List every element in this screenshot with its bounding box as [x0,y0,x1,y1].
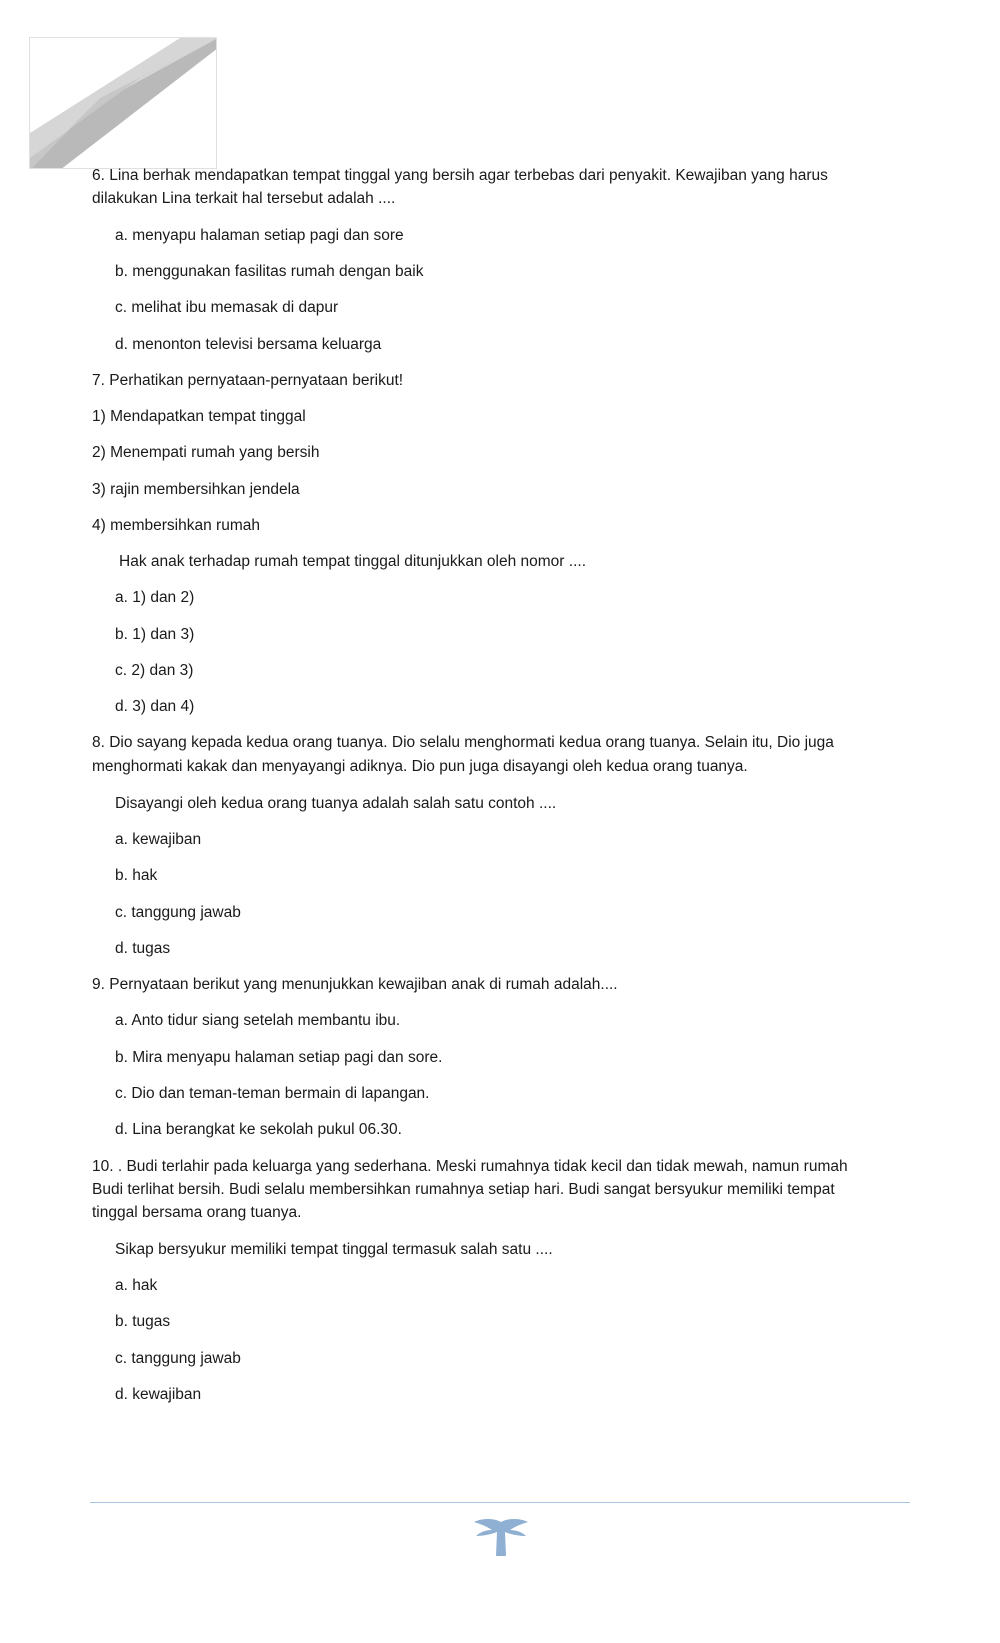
question-7-option-d: d. 3) dan 4) [115,698,195,715]
fleur-ornament-icon [470,1516,532,1558]
question-7-statement-1: 1) Mendapatkan tempat tinggal [92,408,306,425]
question-7-option-a: a. 1) dan 2) [115,589,195,606]
question-6-text-line-2: dilakukan Lina terkait hal tersebut adalah .... [92,190,396,207]
question-8-option-b: b. hak [115,867,158,884]
question-7-option-c: c. 2) dan 3) [115,662,194,679]
question-8-option-c: c. tanggung jawab [115,904,241,921]
question-9-option-d: d. Lina berangkat ke sekolah pukul 06.30. [115,1121,402,1138]
question-7-option-b: b. 1) dan 3) [115,626,195,643]
question-9-option-b: b. Mira menyapu halaman setiap pagi dan sore. [115,1049,443,1066]
question-10-option-c: c. tanggung jawab [115,1350,241,1367]
question-8-option-a: a. kewajiban [115,831,202,848]
question-8-text-line-2: menghormati kakak dan menyayangi adiknya. Dio pun juga disayangi oleh kedua orang tuanya. [92,758,748,775]
question-9-text-line-1: 9. Pernyataan berikut yang menunjukkan kewajiban anak di rumah adalah.... [92,976,618,993]
question-6-text-line-1: 6. Lina berhak mendapatkan tempat tinggal yang bersih agar terbebas dari penyakit. Kewajiban yang harus [92,167,828,184]
folded-page-corner-graphic [29,37,217,169]
question-10-option-d: d. kewajiban [115,1386,202,1403]
question-9-option-a: a. Anto tidur siang setelah membantu ibu. [115,1012,401,1029]
question-10-prompt: Sikap bersyukur memiliki tempat tinggal termasuk salah satu .... [115,1241,553,1258]
question-10-option-a: a. hak [115,1277,158,1294]
question-8-text-line-1: 8. Dio sayang kepada kedua orang tuanya. Dio selalu menghormati kedua orang tuanya. Selain itu, Dio juga [92,734,834,751]
question-8-option-d: d. tugas [115,940,171,957]
question-7-prompt: Hak anak terhadap rumah tempat tinggal ditunjukkan oleh nomor .... [119,553,586,570]
question-6-option-d: d. menonton televisi bersama keluarga [115,336,382,353]
question-8-prompt: Disayangi oleh kedua orang tuanya adalah salah satu contoh .... [115,795,557,812]
question-10-text-line-1: 10. . Budi terlahir pada keluarga yang sederhana. Meski rumahnya tidak kecil dan tidak mewah, namun rumah [92,1158,848,1175]
question-7-statement-4: 4) membersihkan rumah [92,517,260,534]
question-6-option-b: b. menggunakan fasilitas rumah dengan baik [115,263,424,280]
question-10-text-line-3: tinggal bersama orang tuanya. [92,1204,302,1221]
footer-divider [90,1502,910,1503]
question-10-text-line-2: Budi terlihat bersih. Budi selalu membersihkan rumahnya setiap hari. Budi sangat bersyukur memiliki tempat [92,1181,835,1198]
question-7-statement-2: 2) Menempati rumah yang bersih [92,444,320,461]
question-10-option-b: b. tugas [115,1313,171,1330]
question-9-option-c: c. Dio dan teman-teman bermain di lapangan. [115,1085,430,1102]
question-6-option-c: c. melihat ibu memasak di dapur [115,299,339,316]
question-7-text-line-1: 7. Perhatikan pernyataan-pernyataan berikut! [92,372,404,389]
question-7-statement-3: 3) rajin membersihkan jendela [92,481,300,498]
question-6-option-a: a. menyapu halaman setiap pagi dan sore [115,227,404,244]
